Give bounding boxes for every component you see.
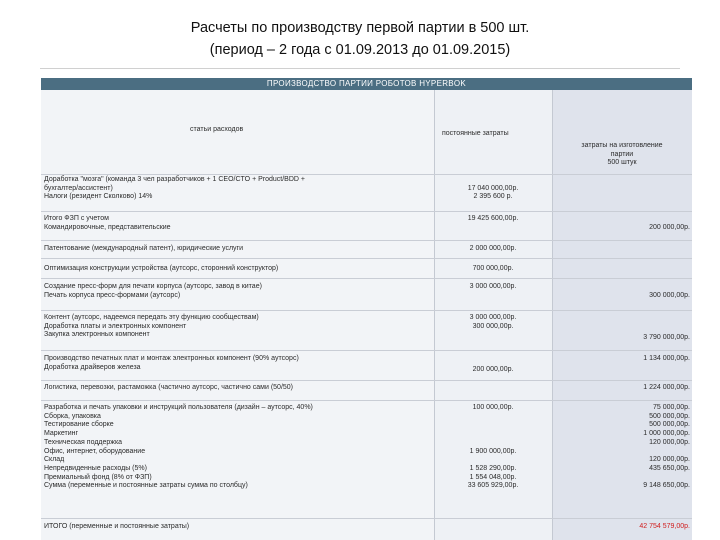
column-label-fixed: постоянные затраты (442, 130, 509, 137)
column-label-batch: затраты на изготовление партии 500 штук (581, 142, 663, 167)
row-divider (41, 258, 692, 259)
table-row-fixed: 200 000,00р. (472, 366, 514, 373)
table-row-batch: 200 000,00р. (649, 223, 690, 231)
page-subtitle: (период – 2 года с 01.09.2013 до 01.09.2015) (209, 42, 511, 58)
total-value: 42 754 579,00р. (639, 523, 690, 530)
table-row-items: Оптимизация конструкции устройства (аутсорс, сторонний конструктор) (44, 265, 279, 272)
table-row-items: Доработка "мозга" (команда 3 чел разработчиков + 1 CEO/CTO + Product/BDD + бухгалтер/ассистент) Налоги (резидент Сколково) 14% (44, 176, 305, 201)
row-divider (41, 350, 692, 351)
page-title: Расчеты по производству первой партии в 500 шт. (190, 20, 530, 36)
table-row-items: Логистика, перевозки, растаможка (частично аутсорс, частично сами (50/50) (44, 384, 294, 391)
table-row-fixed: 700 000,00р. (472, 265, 514, 272)
table-row-batch: 75 000,00р. 500 000,00р. 500 000,00р. 1 000 000,00р. 120 000,00р. 120 000,00р. 435 650,00р. 9 148 650,00р. (643, 404, 690, 490)
table-header: ПРОИЗВОДСТВО ПАРТИИ РОБОТОВ HYPERBOK (41, 78, 692, 90)
table-row-items: Создание пресс-форм для печати корпуса (аутсорс, завод в китае) Печать корпуса пресс-формами (аутсорс) (44, 283, 262, 299)
table-row-fixed: 2 000 000,00р. (469, 245, 517, 252)
table-row-batch: 3 790 000,00р. (643, 334, 690, 341)
row-divider (41, 400, 692, 401)
row-divider (41, 174, 692, 175)
row-divider (41, 278, 692, 279)
table-row-batch: 1 134 000,00р. (643, 355, 690, 362)
column-label-items: статьи расходов (190, 126, 244, 133)
table-row-items: Контент (аутсорс, надеемся передать эту функцию сообществам) Доработка платы и электронных компонент Закупка электронных компонент (44, 314, 259, 339)
table-row-fixed: 3 000 000,00р. 300 000,00р. (469, 314, 517, 330)
row-divider (41, 240, 692, 241)
table-row-fixed: 17 040 000,00р. 2 395 600 р. (467, 184, 519, 201)
table-row-items: Производство печатных плат и монтаж электронных компонент (90% аутсорс) Доработка драйверов железа (44, 355, 299, 371)
row-divider (41, 518, 692, 519)
table-row-items: Патентование (международный патент), юридические услуги (44, 245, 243, 252)
table-row-fixed: 19 425 600,00р. (467, 215, 519, 222)
column-divider (552, 90, 553, 540)
table-row-batch: 300 000,00р. (649, 292, 690, 299)
row-divider (41, 380, 692, 381)
title-divider (40, 68, 680, 69)
table-row-batch: 1 224 000,00р. (643, 384, 690, 391)
table-row-items: Итого ФЗП с учетом Командировочные, представительские (44, 215, 171, 231)
table-row-items: Разработка и печать упаковки и инструкций пользователя (дизайн – аутсорс, 40%) Сборка, упаковка Тестирование сборке Маркетинг Техническая поддержка Офис, интернет, оборудование Склад Непредвиденные расходы (5%) Премиальный фонд (8% от ФЗП) Сумма (переменные и постоянные затраты сумма по столбцу) (44, 404, 313, 490)
row-divider (41, 211, 692, 212)
total-label: ИТОГО (переменные и постоянные затраты) (44, 523, 190, 530)
table-row-fixed: 100 000,00р. 1 900 000,00р. 1 528 290,00р. 1 554 048,00р. 33 605 929,00р. (467, 404, 519, 490)
table-row-fixed: 3 000 000,00р. (469, 283, 517, 290)
column-divider (434, 90, 435, 540)
row-divider (41, 310, 692, 311)
